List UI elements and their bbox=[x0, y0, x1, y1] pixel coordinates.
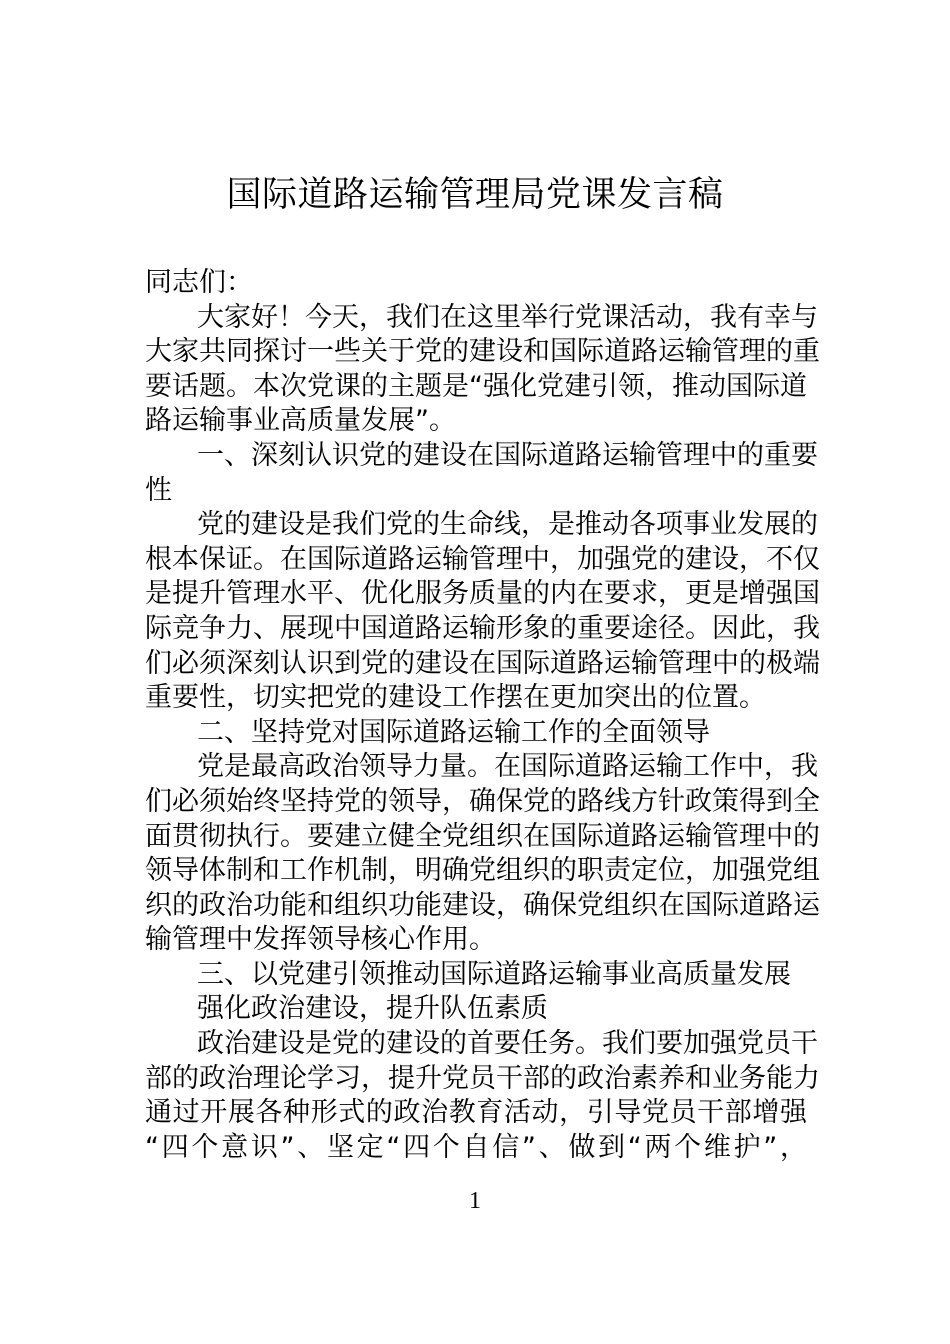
text-line: 路运输事业高质量发展”。 bbox=[145, 405, 456, 437]
paragraph bbox=[145, 508, 820, 716]
text-line: 们必须始终坚持党的领导，确保党的路线方针政策得到全 bbox=[145, 785, 820, 817]
text-line: 大家共同探讨一些关于党的建设和国际道路运输管理的重 bbox=[145, 336, 820, 368]
text-line: 部的政治理论学习，提升党员干部的政治素养和业务能力 bbox=[145, 1062, 820, 1094]
text-line: 际竞争力、展现中国道路运输形象的重要途径。因此，我 bbox=[145, 612, 820, 644]
text-line: 领导体制和工作机制，明确党组织的职责定位，加强党组 bbox=[145, 855, 820, 887]
text-line: “四个意识”、坚定“四个自信”、做到“两个维护”， bbox=[145, 1131, 807, 1163]
text-line: 二、坚持党对国际道路运输工作的全面领导 bbox=[197, 716, 710, 748]
paragraph bbox=[145, 1027, 820, 1165]
text-line: 性 bbox=[145, 474, 172, 506]
text-line: 强化政治建设，提升队伍素质 bbox=[197, 993, 548, 1025]
text-line: 三、以党建引领推动国际道路运输事业高质量发展 bbox=[197, 958, 791, 990]
text-line: 织的政治功能和组织功能建设，确保党组织在国际道路运 bbox=[145, 889, 820, 921]
text-line: 大家好！今天，我们在这里举行党课活动，我有幸与 bbox=[197, 301, 818, 333]
text-line: 党的建设是我们党的生命线，是推动各项事业发展的 bbox=[197, 509, 818, 541]
document-title: 国际道路运输管理局党课发言稿 bbox=[226, 175, 724, 215]
text-line: 重要性，切实把党的建设工作摆在更加突出的位置。 bbox=[145, 682, 766, 714]
text-line: 要话题。本次党课的主题是“强化党建引领，推动国际道 bbox=[145, 370, 807, 402]
text-line: 面贯彻执行。要建立健全党组织在国际道路运输管理中的 bbox=[145, 820, 820, 852]
text-line: 根本保证。在国际道路运输管理中，加强党的建设，不仅 bbox=[145, 543, 820, 575]
paragraph bbox=[145, 716, 807, 751]
text-line: 党是最高政治领导力量。在国际道路运输工作中，我 bbox=[197, 751, 818, 783]
paragraph bbox=[145, 958, 807, 993]
text-line: 是提升管理水平、优化服务质量的内在要求，更是增强国 bbox=[145, 578, 820, 610]
text-line: 政治建设是党的建设的首要任务。我们要加强党员干 bbox=[197, 1028, 818, 1060]
page-number: 1 bbox=[469, 1188, 481, 1214]
document-body bbox=[145, 266, 820, 1165]
paragraph bbox=[145, 439, 818, 508]
text-line: 一、深刻认识党的建设在国际道路运输管理中的重要 bbox=[197, 439, 818, 471]
text-line: 输管理中发挥领导核心作用。 bbox=[145, 924, 496, 956]
paragraph bbox=[145, 750, 820, 958]
paragraph bbox=[145, 301, 820, 439]
paragraph bbox=[145, 992, 807, 1027]
text-line: 通过开展各种形式的政治教育活动，引导党员干部增强 bbox=[145, 1097, 807, 1129]
paragraph bbox=[145, 266, 807, 301]
text-line: 同志们： bbox=[145, 267, 253, 298]
text-line: 们必须深刻认识到党的建设在国际道路运输管理中的极端 bbox=[145, 647, 820, 679]
